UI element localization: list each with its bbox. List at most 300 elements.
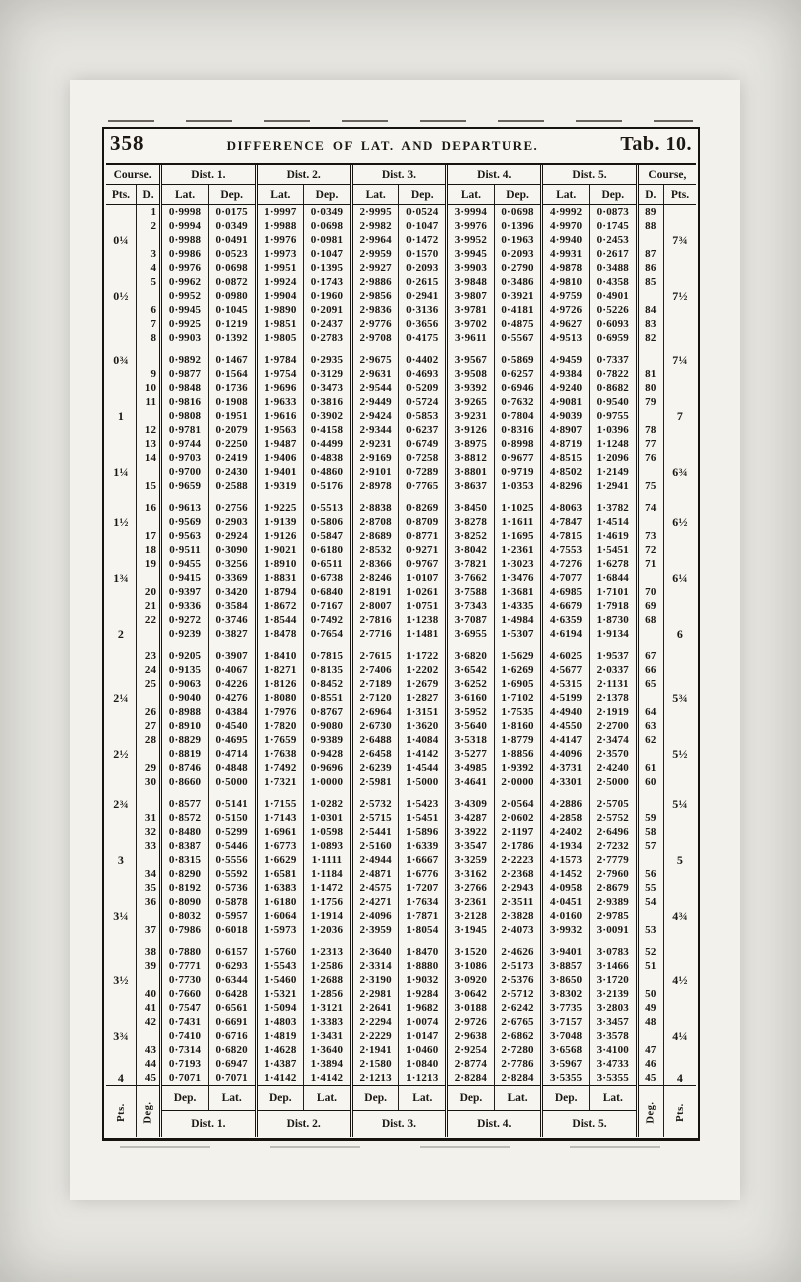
lat-value-cell: 0·7410 xyxy=(161,1029,209,1043)
gap-cell xyxy=(161,641,209,649)
dep-value-cell: 0·2756 xyxy=(208,501,256,515)
lat-value-cell: 0·9994 xyxy=(161,219,209,233)
lat-value-cell: 2·5732 xyxy=(351,797,399,811)
course-left-header: Course. xyxy=(106,165,161,185)
dep-value-cell: 0·8771 xyxy=(399,529,447,543)
lat-value-cell: 4·1452 xyxy=(542,867,590,881)
dist-footer-3: Dist. 3. xyxy=(351,1111,446,1138)
lat-value-cell: 3·8637 xyxy=(447,479,495,493)
lat-value-cell: 4·9459 xyxy=(542,353,590,367)
gap-cell xyxy=(494,641,542,649)
points-label-right xyxy=(664,205,697,220)
lat-value-cell: 0·9976 xyxy=(161,261,209,275)
dist-footer-2: Dist. 2. xyxy=(256,1111,351,1138)
dep-value-cell: 0·3369 xyxy=(208,571,256,585)
dep-value-cell: 0·9767 xyxy=(399,557,447,571)
vertical-label: Pts. xyxy=(674,1102,686,1122)
dep-value-cell: 2·6862 xyxy=(494,1029,542,1043)
dist-footer-4: Dist. 4. xyxy=(447,1111,542,1138)
lat-value-cell: 2·9927 xyxy=(351,261,399,275)
dep-value-cell: 1·5896 xyxy=(399,825,447,839)
lat-value-cell: 1·5973 xyxy=(256,923,304,937)
title-bar xyxy=(106,129,696,165)
dep-value-cell: 0·0175 xyxy=(208,205,256,220)
dep-value-cell: 0·3090 xyxy=(208,543,256,557)
dep-footer-label: Dep. xyxy=(542,1086,590,1111)
lat-value-cell: 3·9781 xyxy=(447,303,495,317)
table-row xyxy=(106,1043,696,1057)
table-row xyxy=(106,515,696,529)
dep-value-cell: 2·0000 xyxy=(494,775,542,789)
lat-value-cell: 1·9805 xyxy=(256,331,304,345)
gap-cell xyxy=(447,493,495,501)
lat-value-cell: 4·6025 xyxy=(542,649,590,663)
lat-value-cell: 0·8032 xyxy=(161,909,209,923)
lat-value-cell: 3·3259 xyxy=(447,853,495,867)
degree-label: 11 xyxy=(136,395,160,409)
dep-value-cell: 0·3473 xyxy=(304,381,352,395)
dep-value-cell: 0·4901 xyxy=(590,289,638,303)
lat-value-cell: 0·9848 xyxy=(161,381,209,395)
dep-value-cell: 0·9677 xyxy=(494,451,542,465)
dep-value-cell: 3·1466 xyxy=(590,959,638,973)
points-label: 1¾ xyxy=(113,571,129,585)
dep-value-cell: 1·0301 xyxy=(304,811,352,825)
gap-cell xyxy=(304,641,352,649)
points-label-right xyxy=(664,677,697,691)
table-row xyxy=(106,719,696,733)
dep-value-cell: 3·2803 xyxy=(590,1001,638,1015)
table-row xyxy=(106,465,696,479)
points-label xyxy=(106,1057,136,1071)
dep-value-cell: 0·9719 xyxy=(494,465,542,479)
dep-value-cell: 3·0091 xyxy=(590,923,638,937)
lat-value-cell: 2·1941 xyxy=(351,1043,399,1057)
dep-value-cell: 0·5209 xyxy=(399,381,447,395)
lat-value-cell: 1·8544 xyxy=(256,613,304,627)
lat-value-cell: 0·9986 xyxy=(161,247,209,261)
table-row xyxy=(106,331,696,345)
gap-cell xyxy=(256,641,304,649)
degree-label-right xyxy=(637,909,663,923)
gap-cell xyxy=(447,789,495,797)
table-row xyxy=(106,839,696,853)
lat-value-cell: 4·6985 xyxy=(542,585,590,599)
points-label-right xyxy=(664,881,697,895)
lat-footer-label: Lat. xyxy=(590,1086,638,1111)
lat-value-cell: 2·8284 xyxy=(447,1071,495,1086)
degree-label-right: 79 xyxy=(637,395,663,409)
points-label xyxy=(106,557,136,571)
points-label xyxy=(106,437,136,451)
dep-value-cell: 0·7337 xyxy=(590,353,638,367)
dep-value-cell: 1·1248 xyxy=(590,437,638,451)
gap-cell xyxy=(351,937,399,945)
degree-label-right: 63 xyxy=(637,719,663,733)
points-label xyxy=(106,719,136,733)
degree-label: 32 xyxy=(136,825,160,839)
lat-value-cell: 3·8650 xyxy=(542,973,590,987)
degree-label-right: 80 xyxy=(637,381,663,395)
dep-value-cell: 0·5592 xyxy=(208,867,256,881)
group-gap-row xyxy=(106,789,696,797)
points-label-right xyxy=(664,423,697,437)
gap-cell xyxy=(136,789,160,797)
degree-label-right xyxy=(637,571,663,585)
lat-value-cell: 4·9081 xyxy=(542,395,590,409)
dep-value-cell: 0·1045 xyxy=(208,303,256,317)
dep-value-cell: 0·5000 xyxy=(208,775,256,789)
points-label xyxy=(106,945,136,959)
dep-value-cell: 0·6237 xyxy=(399,423,447,437)
degree-label-right: 49 xyxy=(637,1001,663,1015)
points-label-right xyxy=(664,303,697,317)
gap-cell xyxy=(447,641,495,649)
dep-value-cell: 1·8470 xyxy=(399,945,447,959)
dep-col-header: Dep. xyxy=(590,185,638,205)
points-label xyxy=(106,303,136,317)
dep-value-cell: 0·5567 xyxy=(494,331,542,345)
lat-value-cell: 4·7276 xyxy=(542,557,590,571)
lat-value-cell: 2·7615 xyxy=(351,649,399,663)
gap-cell xyxy=(590,345,638,353)
dep-value-cell: 1·0893 xyxy=(304,839,352,853)
lat-value-cell: 0·9063 xyxy=(161,677,209,691)
table-row xyxy=(106,613,696,627)
gap-cell xyxy=(161,345,209,353)
dep-value-cell: 1·2149 xyxy=(590,465,638,479)
degree-label xyxy=(136,627,160,641)
degree-label xyxy=(136,353,160,367)
points-label-right: 7 xyxy=(664,409,697,423)
dep-value-cell: 3·4100 xyxy=(590,1043,638,1057)
dep-value-cell: 0·4838 xyxy=(304,451,352,465)
dep-value-cell: 0·6180 xyxy=(304,543,352,557)
lat-value-cell: 0·9877 xyxy=(161,367,209,381)
lat-value-cell: 2·5715 xyxy=(351,811,399,825)
dep-value-cell: 0·3136 xyxy=(399,303,447,317)
dep-value-cell: 0·1570 xyxy=(399,247,447,261)
lat-value-cell: 2·9776 xyxy=(351,317,399,331)
degree-label xyxy=(136,465,160,479)
gap-cell xyxy=(351,789,399,797)
degree-label: 1 xyxy=(136,205,160,220)
lat-value-cell: 4·9970 xyxy=(542,219,590,233)
lat-value-cell: 3·9702 xyxy=(447,317,495,331)
points-label xyxy=(106,825,136,839)
gap-cell xyxy=(637,345,663,353)
table-row xyxy=(106,303,696,317)
dep-value-cell: 0·9696 xyxy=(304,761,352,775)
degree-label: 14 xyxy=(136,451,160,465)
table-row xyxy=(106,353,696,367)
gap-cell xyxy=(590,641,638,649)
dep-value-cell: 0·6749 xyxy=(399,437,447,451)
degree-label-right: 54 xyxy=(637,895,663,909)
lat-value-cell: 0·8577 xyxy=(161,797,209,811)
lat-value-cell: 1·9784 xyxy=(256,353,304,367)
dep-value-cell: 0·4067 xyxy=(208,663,256,677)
table-row xyxy=(106,367,696,381)
degree-label-right xyxy=(637,1029,663,1043)
points-label-right xyxy=(664,663,697,677)
dep-value-cell: 0·0523 xyxy=(208,247,256,261)
degree-label: 19 xyxy=(136,557,160,571)
lat-value-cell: 3·8278 xyxy=(447,515,495,529)
page-title: DIFFERENCE OF LAT. AND DEPARTURE. xyxy=(226,138,539,153)
lat-value-cell: 1·9401 xyxy=(256,465,304,479)
dep-value-cell: 0·5226 xyxy=(590,303,638,317)
degree-label: 25 xyxy=(136,677,160,691)
lat-value-cell: 1·9319 xyxy=(256,479,304,493)
dep-value-cell: 0·8709 xyxy=(399,515,447,529)
gap-cell xyxy=(664,789,697,797)
degree-label-right: 57 xyxy=(637,839,663,853)
dep-value-cell: 1·1914 xyxy=(304,909,352,923)
lat-value-cell: 2·2294 xyxy=(351,1015,399,1029)
gap-cell xyxy=(256,937,304,945)
dep-value-cell: 2·8284 xyxy=(494,1071,542,1086)
points-label xyxy=(106,261,136,275)
table-row xyxy=(106,775,696,789)
lat-value-cell: 3·3162 xyxy=(447,867,495,881)
lat-value-cell: 4·2886 xyxy=(542,797,590,811)
gap-cell xyxy=(136,641,160,649)
degree-label-right xyxy=(637,627,663,641)
lat-value-cell: 4·2858 xyxy=(542,811,590,825)
points-label-right xyxy=(664,775,697,789)
dep-value-cell: 0·1908 xyxy=(208,395,256,409)
table-row xyxy=(106,663,696,677)
dep-value-cell: 0·4499 xyxy=(304,437,352,451)
table-row xyxy=(106,733,696,747)
table-row xyxy=(106,959,696,973)
lat-value-cell: 2·8774 xyxy=(447,1057,495,1071)
lat-value-cell: 3·5952 xyxy=(447,705,495,719)
degree-label-right: 77 xyxy=(637,437,663,451)
dep-value-cell: 0·9389 xyxy=(304,733,352,747)
table-row xyxy=(106,1015,696,1029)
lat-value-cell: 2·8978 xyxy=(351,479,399,493)
dep-value-cell: 2·5000 xyxy=(590,775,638,789)
dep-value-cell: 1·7535 xyxy=(494,705,542,719)
degree-label-right: 78 xyxy=(637,423,663,437)
dep-value-cell: 0·1047 xyxy=(399,219,447,233)
lat-value-cell: 0·9455 xyxy=(161,557,209,571)
dep-value-cell: 0·8135 xyxy=(304,663,352,677)
points-label xyxy=(106,1001,136,1015)
dep-value-cell: 1·5451 xyxy=(590,543,638,557)
lat-value-cell: 1·9851 xyxy=(256,317,304,331)
gap-cell xyxy=(136,345,160,353)
dep-value-cell: 0·6093 xyxy=(590,317,638,331)
lat-value-cell: 2·8708 xyxy=(351,515,399,529)
dep-value-cell: 0·5141 xyxy=(208,797,256,811)
lat-value-cell: 2·6730 xyxy=(351,719,399,733)
lat-value-cell: 0·8572 xyxy=(161,811,209,825)
lat-value-cell: 4·9513 xyxy=(542,331,590,345)
degree-label: 33 xyxy=(136,839,160,853)
dep-value-cell: 0·4276 xyxy=(208,691,256,705)
points-label-right xyxy=(664,1001,697,1015)
dep-value-cell: 1·0147 xyxy=(399,1029,447,1043)
gap-cell xyxy=(106,641,136,649)
lat-value-cell: 0·9952 xyxy=(161,289,209,303)
points-label-right xyxy=(664,543,697,557)
degree-label-right: 72 xyxy=(637,543,663,557)
gap-cell xyxy=(106,345,136,353)
lat-value-cell: 3·6160 xyxy=(447,691,495,705)
gap-cell xyxy=(542,937,590,945)
gap-cell xyxy=(637,937,663,945)
dep-footer-label: Dep. xyxy=(351,1086,399,1111)
points-label-right xyxy=(664,395,697,409)
degree-label-right: 46 xyxy=(637,1057,663,1071)
degree-label-right: 70 xyxy=(637,585,663,599)
dep-value-cell: 1·3620 xyxy=(399,719,447,733)
lat-value-cell: 2·2981 xyxy=(351,987,399,1001)
points-label xyxy=(106,317,136,331)
gap-cell xyxy=(542,345,590,353)
dep-value-cell: 0·8316 xyxy=(494,423,542,437)
dep-value-cell: 1·4142 xyxy=(399,747,447,761)
degree-label-right: 52 xyxy=(637,945,663,959)
lat-value-cell: 3·4641 xyxy=(447,775,495,789)
lat-value-cell: 4·0958 xyxy=(542,881,590,895)
points-label xyxy=(106,599,136,613)
points-label-right xyxy=(664,1043,697,1057)
vertical-label: Deg. xyxy=(142,1100,154,1124)
dep-value-cell: 0·7071 xyxy=(208,1071,256,1086)
lat-value-cell: 2·8838 xyxy=(351,501,399,515)
dep-value-cell: 0·4181 xyxy=(494,303,542,317)
dep-value-cell: 3·3457 xyxy=(590,1015,638,1029)
degree-label xyxy=(136,909,160,923)
dep-value-cell: 0·0980 xyxy=(208,289,256,303)
gap-cell xyxy=(494,345,542,353)
lat-value-cell: 0·9397 xyxy=(161,585,209,599)
dep-value-cell: 0·3921 xyxy=(494,289,542,303)
lat-value-cell: 2·7406 xyxy=(351,663,399,677)
dep-value-cell: 1·3431 xyxy=(304,1029,352,1043)
dep-value-cell: 0·6946 xyxy=(494,381,542,395)
dep-value-cell: 0·2091 xyxy=(304,303,352,317)
dep-value-cell: 1·0074 xyxy=(399,1015,447,1029)
lat-value-cell: 1·9126 xyxy=(256,529,304,543)
lat-value-cell: 0·9040 xyxy=(161,691,209,705)
gap-cell xyxy=(208,493,256,501)
dep-value-cell: 0·1960 xyxy=(304,289,352,303)
dep-value-cell: 2·2223 xyxy=(494,853,542,867)
lat-value-cell: 0·9703 xyxy=(161,451,209,465)
dep-value-cell: 0·2903 xyxy=(208,515,256,529)
degree-label xyxy=(136,289,160,303)
degree-label-right xyxy=(637,289,663,303)
lat-value-cell: 1·5543 xyxy=(256,959,304,973)
degree-label xyxy=(136,1029,160,1043)
points-label: 1¼ xyxy=(113,465,129,479)
degree-label xyxy=(136,797,160,811)
dep-value-cell: 0·5299 xyxy=(208,825,256,839)
points-label-right xyxy=(664,1015,697,1029)
dep-value-cell: 0·7289 xyxy=(399,465,447,479)
gap-cell xyxy=(542,493,590,501)
lat-value-cell: 0·9511 xyxy=(161,543,209,557)
lat-value-cell: 3·9231 xyxy=(447,409,495,423)
lat-value-cell: 3·3547 xyxy=(447,839,495,853)
points-label-right xyxy=(664,557,697,571)
lat-value-cell: 0·8315 xyxy=(161,853,209,867)
points-label xyxy=(106,677,136,691)
lat-value-cell: 1·6180 xyxy=(256,895,304,909)
points-label xyxy=(106,705,136,719)
lat-value-cell: 1·9988 xyxy=(256,219,304,233)
lat-value-cell: 1·9406 xyxy=(256,451,304,465)
table-row xyxy=(106,881,696,895)
dep-value-cell: 1·4514 xyxy=(590,515,638,529)
points-label xyxy=(106,923,136,937)
degree-label: 3 xyxy=(136,247,160,261)
degree-label-right xyxy=(637,515,663,529)
lat-value-cell: 4·9878 xyxy=(542,261,590,275)
points-label-right: 5¼ xyxy=(664,797,697,811)
lat-value-cell: 0·9569 xyxy=(161,515,209,529)
points-label-right xyxy=(664,1057,697,1071)
lat-value-cell: 0·9563 xyxy=(161,529,209,543)
dep-value-cell: 1·1213 xyxy=(399,1071,447,1086)
points-label-right: 4 xyxy=(664,1071,697,1086)
lat-value-cell: 3·6568 xyxy=(542,1043,590,1057)
dep-value-cell: 1·1756 xyxy=(304,895,352,909)
dep-value-cell: 0·1564 xyxy=(208,367,256,381)
lat-value-cell: 1·8478 xyxy=(256,627,304,641)
points-label-right xyxy=(664,599,697,613)
dep-value-cell: 2·9389 xyxy=(590,895,638,909)
dep-value-cell: 2·6496 xyxy=(590,825,638,839)
degree-label-right: 56 xyxy=(637,867,663,881)
dep-value-cell: 0·2430 xyxy=(208,465,256,479)
points-label-right xyxy=(664,437,697,451)
dep-value-cell: 0·6561 xyxy=(208,1001,256,1015)
gap-cell xyxy=(494,789,542,797)
lat-value-cell: 3·2766 xyxy=(447,881,495,895)
dep-value-cell: 1·9032 xyxy=(399,973,447,987)
lat-value-cell: 1·9890 xyxy=(256,303,304,317)
points-label xyxy=(106,331,136,345)
gap-cell xyxy=(399,789,447,797)
degree-label xyxy=(136,409,160,423)
dep-value-cell: 3·0783 xyxy=(590,945,638,959)
lat-value-cell: 4·9039 xyxy=(542,409,590,423)
dep-value-cell: 1·1722 xyxy=(399,649,447,663)
dep-value-cell: 0·2941 xyxy=(399,289,447,303)
degree-label: 24 xyxy=(136,663,160,677)
lat-value-cell: 1·4387 xyxy=(256,1057,304,1071)
table-row xyxy=(106,1071,696,1086)
lat-value-cell: 3·7157 xyxy=(542,1015,590,1029)
degree-label-right: 69 xyxy=(637,599,663,613)
lat-value-cell: 2·7120 xyxy=(351,691,399,705)
lat-value-cell: 3·7821 xyxy=(447,557,495,571)
points-label: 2¼ xyxy=(113,691,129,705)
lat-value-cell: 0·9808 xyxy=(161,409,209,423)
points-label-right: 6½ xyxy=(664,515,697,529)
lat-value-cell: 2·6964 xyxy=(351,705,399,719)
dep-value-cell: 0·7492 xyxy=(304,613,352,627)
lat-value-cell: 4·4550 xyxy=(542,719,590,733)
table-row xyxy=(106,923,696,937)
degree-label-right: 64 xyxy=(637,705,663,719)
